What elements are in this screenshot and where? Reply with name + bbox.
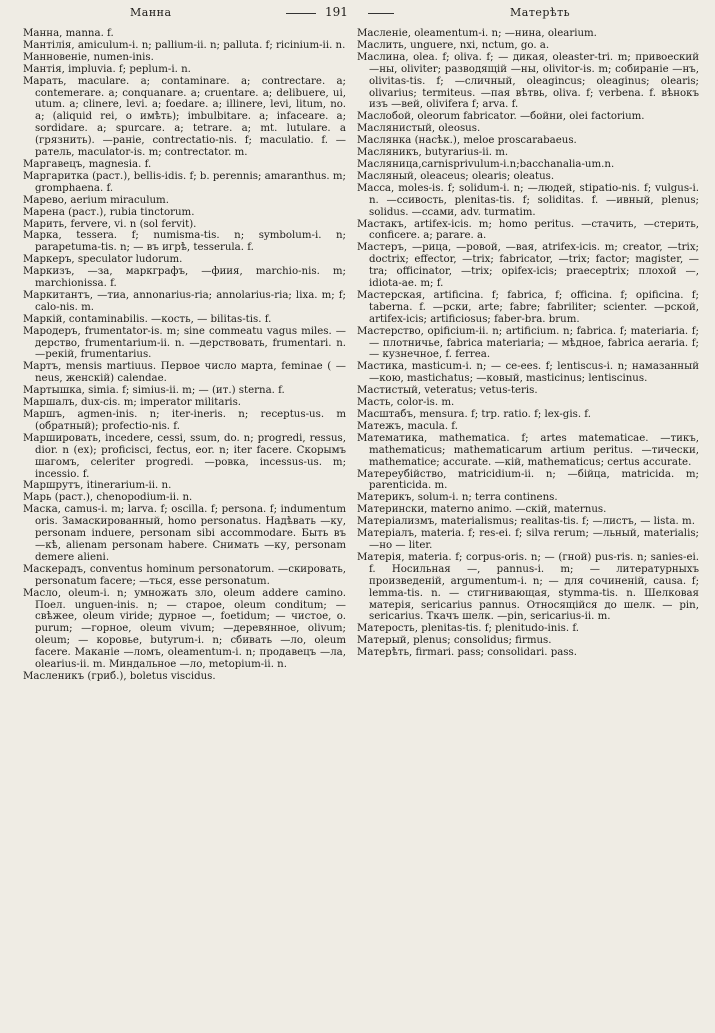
dictionary-entry: Марить, fervere, vi. n (sol fervit). bbox=[23, 218, 197, 230]
dictionary-entry: Мародеръ, frumentator-is. m; sine commeatu vagus miles. —дерство, frumentarium-ii. n. —дерствовать, frumentari. n. —рекій, frumentarius. bbox=[23, 325, 346, 361]
dictionary-entry: Манна, manna. f. bbox=[23, 28, 114, 39]
dictionary-entry: Маркитантъ, —тиа, annonarius-ria; annolarius-ria; lixa. m; f; calo-nis. m. bbox=[23, 289, 346, 313]
dictionary-entry: Маслина, olea. f; oliva. f; — дикая, oleaster-tri. m; привоеский —ны, oliviter; разводящій —ны, olivitor-is. m; собираніе —нъ, olivitas-tis. f; —сличный, oleagincus; oleaginus; olearis; olivarius; termiteus. —пая вѣтвь, oliva. f; verbena. f. вѣнокъ изъ —вей, olivifera f; arva. f. bbox=[357, 51, 699, 111]
running-head-right: Матерѣть bbox=[510, 6, 571, 19]
dictionary-entry: Масть, color-is. m. bbox=[357, 397, 455, 409]
dictionary-entry: Масляный, oleaceus; olearis; oleatus. bbox=[357, 170, 555, 182]
dictionary-entry: Маргавецъ, magnesia. f. bbox=[23, 158, 152, 170]
dictionary-entry: Масляница,carnisprivulum-i.n;bacchanalia-um.n. bbox=[357, 158, 615, 170]
dictionary-entry: Матерость, plenitas-tis. f; plenitudo-inis. f. bbox=[357, 623, 579, 635]
dictionary-entry: Матерински, materno animo. —скій, maternus. bbox=[357, 504, 607, 516]
dictionary-entry: Маркеръ, speculator ludorum. bbox=[23, 254, 183, 266]
dictionary-entry: Маслянка (насѣк.), meloe proscarabaeus. bbox=[357, 135, 577, 147]
dictionary-entry: Маслянистый, oleosus. bbox=[357, 123, 481, 135]
dictionary-entry: Маргаритка (раст.), bellis-idis. f; b. perennis; amaranthus. m; gromphaena. f. bbox=[23, 170, 346, 194]
dictionary-entry: Матеріализмъ, materialismus; realitas-tis. f; —листъ, — lista. m. bbox=[357, 516, 695, 528]
dictionary-entry: Мартъ, mensis martiuus. Первое число марта, feminae ( —neus, женскій) calendae. bbox=[23, 361, 346, 385]
dictionary-entry: Маслобой, oleorum fabricator. —бойни, olei factorium. bbox=[357, 111, 645, 123]
dictionary-entry: Маршалъ, dux-cis. m; imperator militaris. bbox=[23, 397, 242, 409]
dictionary-entry: Масштабъ, mensura. f; trp. ratio. f; lex-gis. f. bbox=[357, 409, 591, 420]
dictionary-entry: Материкъ, solum-i. n; terra continens. bbox=[357, 492, 558, 504]
dictionary-entry: Масса, moles-is. f; solidum-i. n; —людей, stipatio-nis. f; vulgus-i. n. —ссивость, plenitas-tis. f; soliditas. f. —ивный, plenus; solidus. —ссами, adv. turmatim. bbox=[357, 182, 699, 218]
dictionary-entry: Мартышка, simia. f; simius-ii. m; — (ит.) sterna. f. bbox=[23, 385, 285, 397]
dictionary-entry: Матерія, materia. f; corpus-oris. n; — (гной) pus-ris. n; sanies-ei. f. Носильная —, pannus-i. m; — литературныхъ произведеній, argumentum-i. n; — для сочиненій, causa. f; lemma-tis. n. — стигнивающая, stymma-tis. n. Шелковая матерія, sericarius pannus. Относящійся до шелк. — pin, sericarius. Ткачъ шелк. —pin, sericarius-ii. m. bbox=[357, 551, 699, 623]
left-column bbox=[23, 28, 346, 1028]
dictionary-entry: Математика, mathematica. f; artes matematicae. —тикъ, mathematicus; mathematicarum artium peritus. —тически, mathematice; accurate. —кій, mathematicus; certus accurate. bbox=[357, 432, 699, 468]
dictionary-entry: Маршрутъ, itinerarium-ii. n. bbox=[23, 480, 172, 492]
dictionary-entry: Мастерская, artificina. f; fabrica, f; officina. f; opificina. f; taberna. f. —рски, arte; fabre; fabriliter; scienter. —рской, artifex-icis; artificiosus; faber-bra. brum. bbox=[357, 289, 699, 325]
dictionary-entry: Марка, tessera. f; numisma-tis. n; symbolum-i. n; parapetuma-tis. n; — въ игрѣ, tesserula. f. bbox=[23, 230, 346, 254]
page-number: 191 bbox=[325, 5, 348, 19]
header-rule-right bbox=[368, 13, 394, 14]
dictionary-entry: Масленикъ (гриб.), boletus viscidus. bbox=[23, 670, 216, 682]
dictionary-entry: Мастерство, opificium-ii. n; artificium. n; fabrica. f; materiaria. f; — плотничье, fabrica materiaria; — мѣдное, fabrica aeraria. f; — кузнечное, f. ferrea. bbox=[357, 325, 699, 361]
dictionary-entry: Маршировать, incedere, cessi, ssum, do. n; progredi, ressus, dior. n (ex); proficisci, fectus, eor. n; iter facere. Скорымъ шагомъ, celeriter progredi. —ровка, incessus-us. m; incessio. f. bbox=[23, 432, 346, 480]
dictionary-entry: Маслить, unguere, nxi, nctum, go. a. bbox=[357, 39, 550, 51]
dictionary-entry: Масленіе, oleamentum-i. n; —нина, olearium. bbox=[357, 28, 597, 39]
dictionary-entry: Манновеніе, numen-inis. bbox=[23, 51, 154, 63]
dictionary-entry: Мантія, impluvia. f; peplum-i. n. bbox=[23, 63, 191, 75]
dictionary-entry: Марена (раст.), rubia tinctorum. bbox=[23, 206, 195, 218]
dictionary-entry: Матерый, plenus; consolidus; firmus. bbox=[357, 635, 552, 647]
dictionary-entry: Маска, camus-i. m; larva. f; oscilla. f; persona. f; indumentum oris. Замаскированный, homo personatus. Надѣвать —ку, personam induere, personam sibi accommodare. Быть въ —кѣ, alienam personam habere. Снимать —ку, personam demere alieni. bbox=[23, 504, 346, 563]
dictionary-entry: Матеріалъ, materia. f; res-ei. f; silva rerum; —льный, materialis; —но — liter. bbox=[357, 528, 699, 551]
dictionary-entry: Маркій, contaminabilis. —кость, — bilitas-tis. f. bbox=[23, 313, 272, 325]
dictionary-entry: Маскерадъ, conventus hominum personatorum. —скировать, personatum facere; —ться, esse personatum. bbox=[23, 563, 346, 587]
dictionary-entry: Марать, maculare. a; contaminare. a; contrectare. a; contemerare. a; conquanare. a; cruentare. a; delibuere, ui, utum. a; clinere, levi. a; foedare. a; illinere, levi, litum, no. a; (aliquid rei, o имѣть); imbulbitare. a; infaceare. a; sordidare. a; spurcare. a; tetrare. a; mt. lutulare. a (грязнить). —раніе, contrectatio-nis. f; maculatio. f. —ратель, maculator-is. m; contrectator. m. bbox=[23, 75, 346, 159]
dictionary-entry: Мастакъ, artifex-icis. m; homo peritus. —стачить, —стерить, conficere. a; parare. a. bbox=[357, 218, 699, 242]
dictionary-entry: Масляникъ, butyrarius-ii. m. bbox=[357, 147, 509, 159]
dictionary-entry: Мастеръ, —рица, —ровой, —вая, atrifex-icis. m; creator, —trix; doctrix; effector, —trix; fabricator, —trix; factor; magister, —tra; officinator, —trix; opifex-icis; praeceptrix; плохой —, idiota-ae. m; f. bbox=[357, 242, 699, 290]
dictionary-entry: Матежъ, macula. f. bbox=[357, 420, 458, 432]
dictionary-entry: Мантілія, amiculum-i. n; pallium-ii. n; palluta. f; ricinium-ii. n. bbox=[23, 39, 346, 51]
dictionary-entry: Маршъ, agmen-inis. n; iter-ineris. n; receptus-us. m (обратный); profectio-nis. f. bbox=[23, 409, 346, 432]
dictionary-entry: Матерѣть, firmari. pass; consolidari. pass. bbox=[357, 647, 577, 659]
running-head-left: Манна bbox=[130, 6, 172, 19]
dictionary-entry: Маркизъ, —за, маркграфъ, —фиия, marchio-nis. m; marchionissa. f. bbox=[23, 266, 346, 290]
dictionary-entry: Марево, aerium miraculum. bbox=[23, 194, 169, 206]
dictionary-entry: Мастистый, veteratus; vetus-teris. bbox=[357, 385, 538, 397]
page-header bbox=[0, 0, 715, 26]
dictionary-entry: Мастика, masticum-i. n; — ce-ees. f; lentiscus-i. n; намазанный —кою, mastichatus; —ковый, masticinus; lentiscinus. bbox=[357, 361, 699, 385]
dictionary-entry: Масло, oleum-i. n; умножать зло, oleum addere camino. Поел. unguen-inis. n; — старое, oleum conditum; — свѣжее, oleum viride; дурное —, foetidum; — чистое, o. purum; —горное, oleum vivum; —деревянное, olivum; oleum; — коровье, butyrum-i. n; сбивать —ло, oleum facere. Маканіе —ломъ, oleamentum-i. n; продавецъ —ла, olearius-ii. m. Миндальное —ло, metopium-ii. n. bbox=[23, 587, 346, 671]
header-rule-left bbox=[286, 13, 316, 14]
dictionary-entry: Матереубійство, matricidium-ii. n; —бійца, matricida. m; parenticida. m. bbox=[357, 468, 699, 492]
right-column bbox=[357, 28, 699, 1028]
dictionary-entry: Марь (раст.), chenopodium-ii. n. bbox=[23, 492, 193, 504]
